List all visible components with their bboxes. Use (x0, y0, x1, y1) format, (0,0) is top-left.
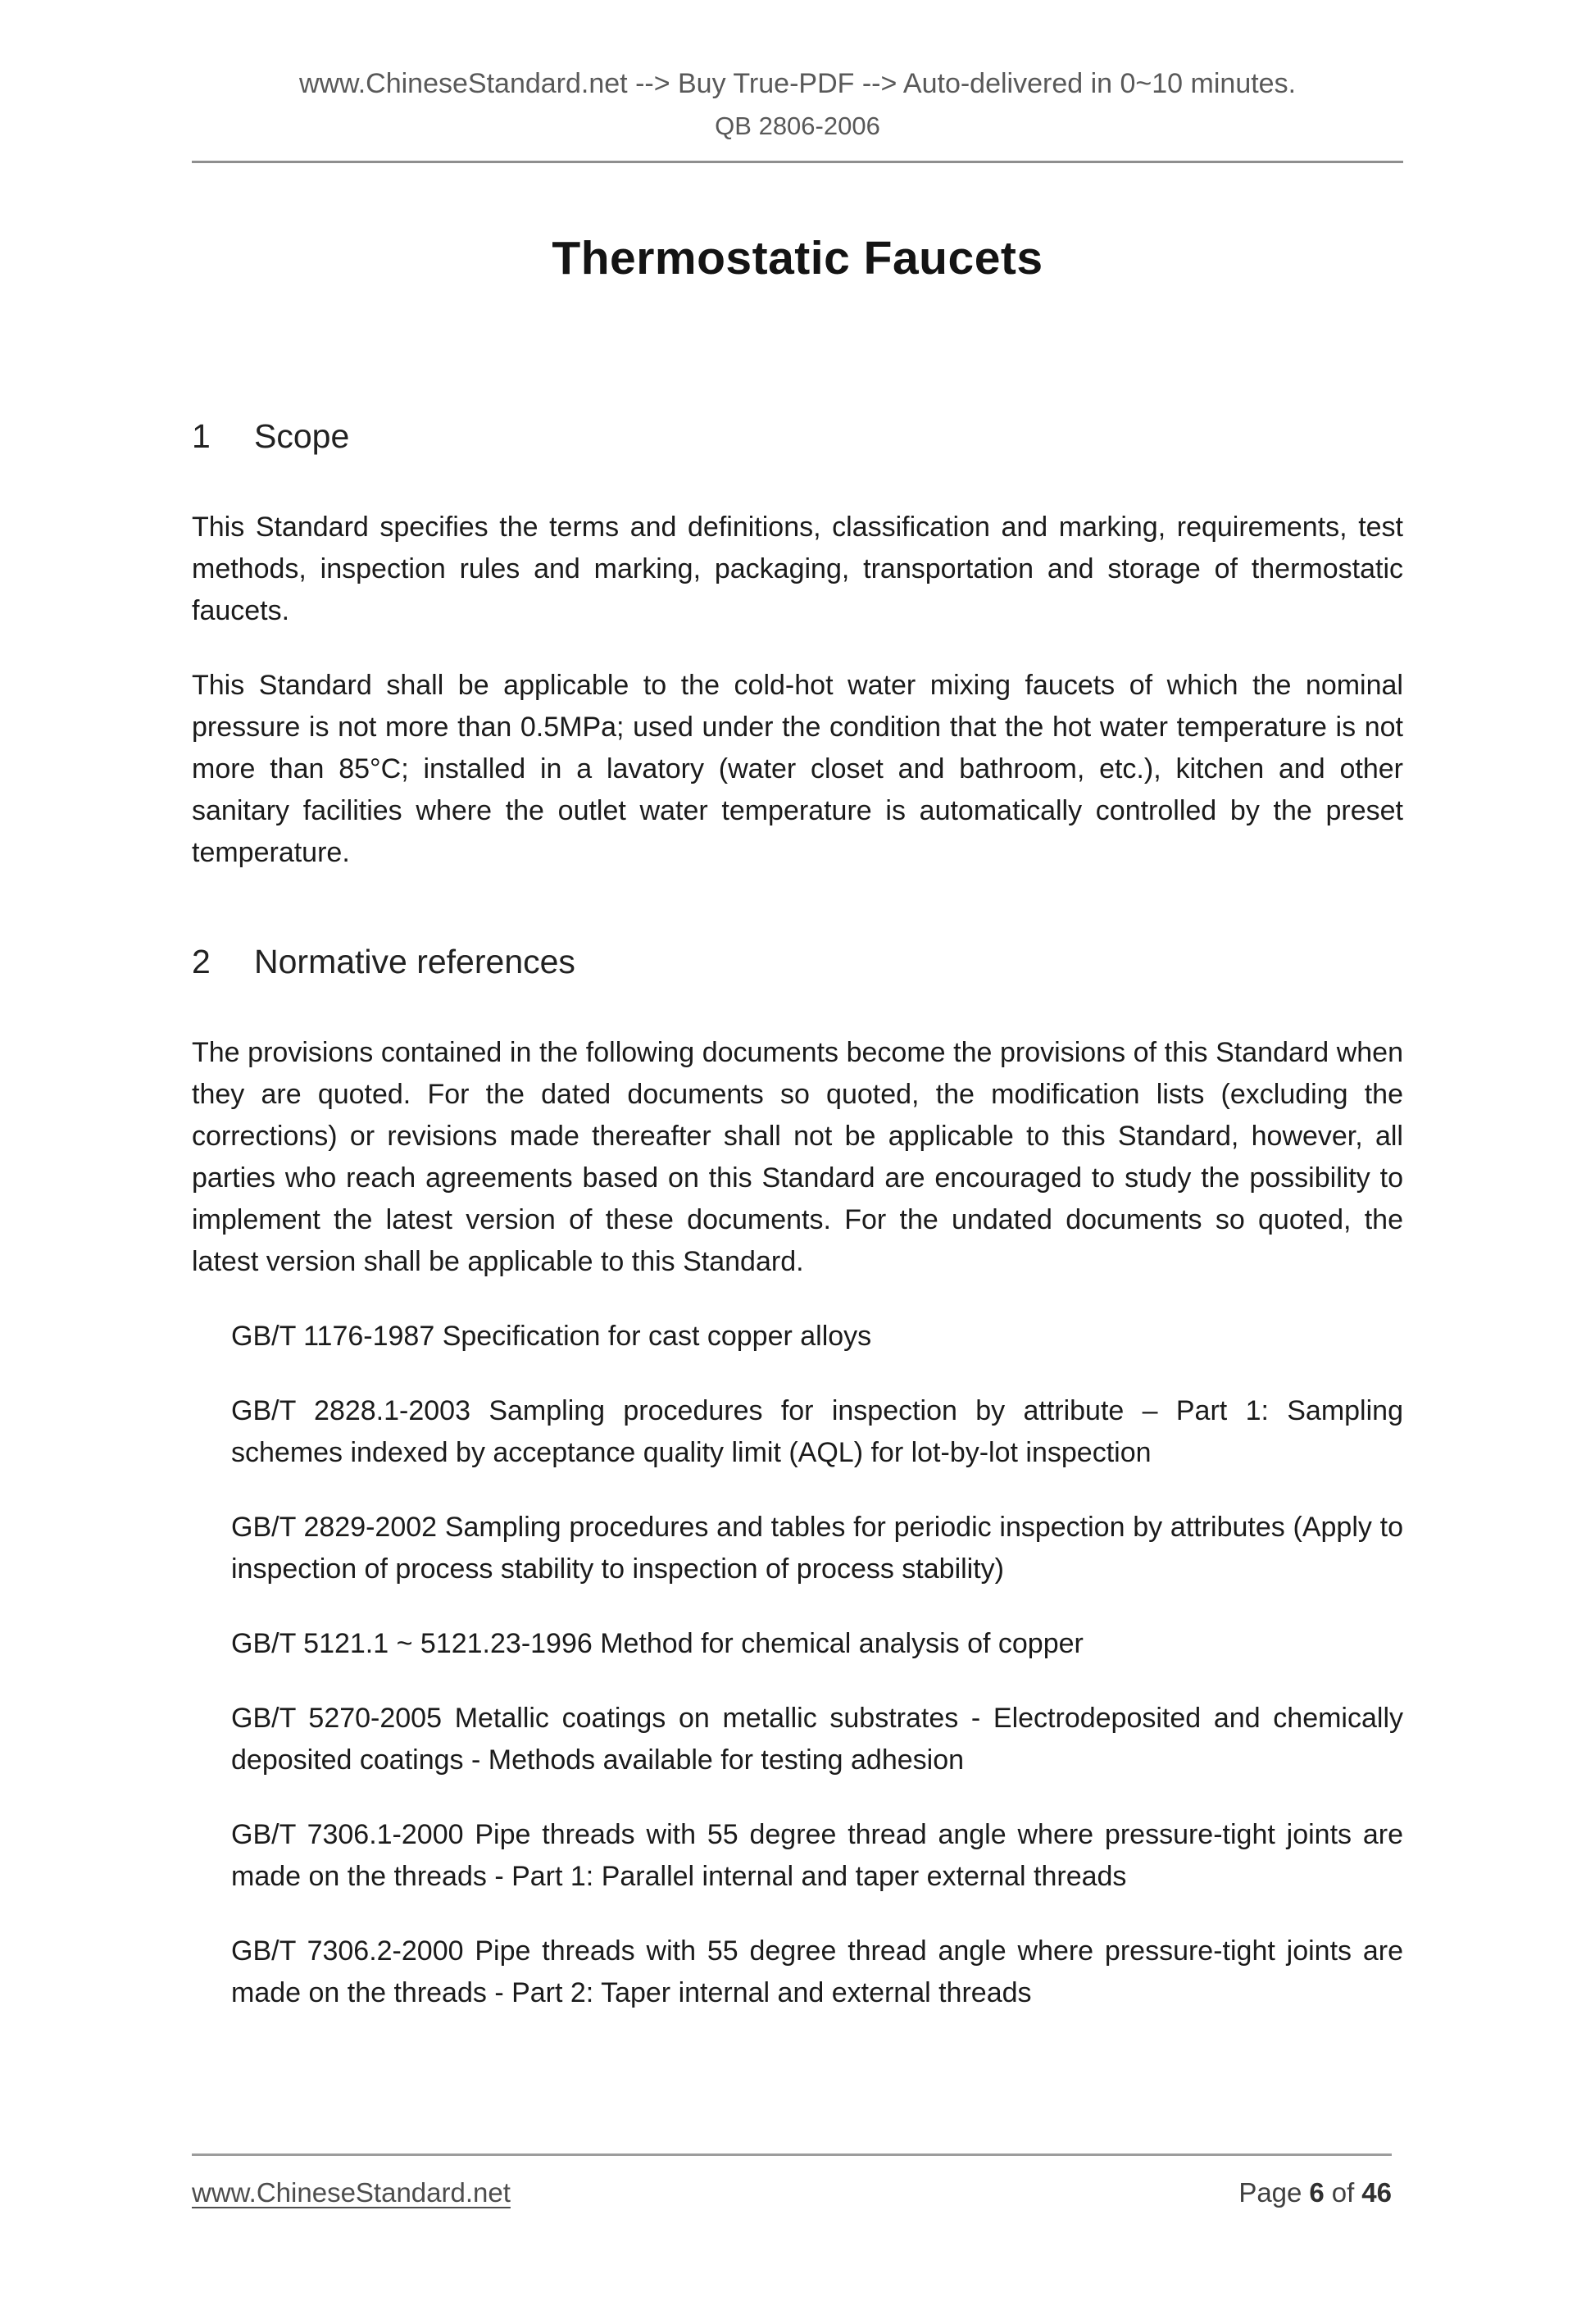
page-title: Thermostatic Faucets (552, 231, 1043, 284)
page-total-number: 46 (1361, 2177, 1392, 2208)
section-heading-normative-references (192, 943, 1403, 981)
header-site-line: www.ChineseStandard.net --> Buy True-PDF --> Auto-delivered in 0~10 minutes. (298, 68, 1297, 99)
section-number: 1 (192, 416, 211, 455)
doc-number: QB 2806-2006 (715, 111, 880, 140)
reference-item: GB/T 5270-2005 Metallic coatings on metallic substrates - Electrodeposited and chemically deposited coatings - Methods available for testing adhesion (231, 1702, 1403, 1776)
page-current-number: 6 (1309, 2177, 1325, 2208)
footer-site-link[interactable]: www.ChineseStandard.net (192, 2177, 511, 2208)
section-heading-label: Scope (254, 416, 350, 455)
section-number: 2 (192, 942, 211, 980)
reference-item: GB/T 2829-2002 Sampling procedures and tables for periodic inspection by attributes (Apply to inspection of process stability to inspection of process stability) (231, 1511, 1403, 1585)
reference-item: GB/T 7306.1-2000 Pipe threads with 55 degree thread angle where pressure-tight joints are made on the threads - Part 1: Parallel internal and taper external threads (231, 1818, 1403, 1892)
paragraph: The provisions contained in the following documents become the provisions of this Standard when they are quoted. For the dated documents so quoted, the modification lists (excluding the corrections) or revisions made thereafter shall not be applicable to this Standard, however, all parties who reach agreements based on this Standard are encouraged to study the possibility to implement the latest version of these documents. For the undated documents so quoted, the latest version shall be applicable to this Standard. (192, 1036, 1403, 1277)
section-heading-label: Normative references (254, 942, 575, 980)
reference-item: GB/T 7306.2-2000 Pipe threads with 55 degree thread angle where pressure-tight joints are made on the threads - Part 2: Taper internal and external threads (231, 1935, 1403, 2008)
page-indicator-label: Page (1238, 2177, 1302, 2208)
section-heading-scope (192, 417, 1403, 456)
section-normative-references (192, 943, 1403, 2014)
pdf-page (0, 67, 1595, 2324)
reference-item: GB/T 5121.1 ~ 5121.23-1996 Method for chemical analysis of copper (231, 1627, 1084, 1659)
paragraph: This Standard shall be applicable to the cold-hot water mixing faucets of which the nominal pressure is not more than 0.5MPa; used under the condition that the hot water temperature is not more than 85°C; installed in a lavatory (water closet and bathroom, etc.), kitchen and other sanitary facilities where the outlet water temperature is automatically controlled by the preset temperature. (192, 669, 1403, 868)
reference-item: GB/T 2828.1-2003 Sampling procedures for inspection by attribute – Part 1: Sampling schemes indexed by acceptance quality limit (AQL) for lot-by-lot inspection (231, 1394, 1403, 1468)
header-divider (192, 161, 1403, 163)
footer-row (192, 2156, 1392, 2208)
section-scope (192, 417, 1403, 874)
page-indicator (1238, 2177, 1392, 2208)
page-indicator-of: of (1331, 2177, 1355, 2208)
page-content (0, 67, 1595, 2014)
page-footer (192, 2153, 1392, 2208)
paragraph: This Standard specifies the terms and definitions, classification and marking, requirements, test methods, inspection rules and marking, packaging, transportation and storage of thermostatic faucets. (192, 511, 1403, 626)
reference-item: GB/T 1176-1987 Specification for cast copper alloys (231, 1320, 872, 1352)
reference-list (192, 1316, 1403, 2014)
